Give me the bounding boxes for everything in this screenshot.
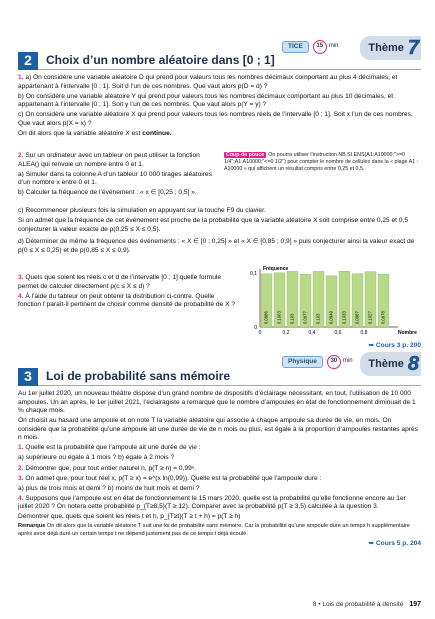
section-3-body: Au 1er juillet 2020, un nouveau théâtre dispose d’un grand nombre de dispositifs d’éclairage nécessitant, en tout, l’utilisation de 10 000 ampoules. Un an après, le 1er juillet 2021, l’éclairagiste a remarqué que le nombre d’ampoules en état de fonctionnement diminuait de 1 % chaque mois. On choisit au hasard une ampoule et on note T la variable aléatoire qui associe à chaque ampoule sa durée de vie, en mois. On considère que la probabilité qu’une ampoule ait une durée de vie de n mois ou plus, est égale à la proportion d’ampoules restantes après n mois. 1. Quelle est la probabilité que l’ampoule ait une durée de vie : a) supérieure ou égale à 1 mois ? b) égale à 2 mois ? 2. Démontrer que, pour tout entier naturel n, p(T ≥ n) = 0,99ⁿ. 3. On admet que, pour tout réel x, p(T ≥ x) = e^(x ln(0,99)). Quelle est la probabilité que l’ampoule dure : a) plus de trois mois et demi ? b) moins de huit mois et demi ? 4. Supposons que l’ampoule est en état de fonctionnement le 15 mars 2020, quelle est la probabilité qu’elle fonctionne encore au 1er juillet 2020 ? On notera cette probabilité p_{T≥8,5}(T ≥ 12). Comparer avec la probabilité p(T ≥ 3,5) calculée à la question 3. Démontrer que, quels que soient les réels t et h, p_{T≥t}(T ≥ t + h) = p(T ≥ h) Remarque On dit alors que la variable aléatoire T suit une loi de probabilité sans mémoire. Car la probabilité qu’une ampoule dure un temps h supplémentaire après avoir déjà duré un certain temps t ne dépend justement pas de ce temps t déjà écoulé. ➥ Cours 5 p. 204 — [18, 390, 421, 547]
x-tick-label: 0 — [258, 330, 262, 336]
duration-3: 30 min — [327, 355, 353, 369]
section-2-header — [18, 52, 421, 70]
bar-value-label: 0,0986 — [263, 311, 269, 324]
bar-value-label: 0,1027 — [367, 311, 373, 324]
arrow-icon: ➥ — [368, 342, 375, 349]
section-title: Choix d’un nombre aléatoire dans [0 ; 1] — [46, 52, 275, 67]
bar-value-label: 0,0978 — [380, 311, 386, 324]
x-axis-label: Nombre — [398, 330, 417, 336]
hint-box: Coup de pouce On pourra utiliser l’instruction NB.SI.ENS(A1:A10000;">=0 1/4";A1:A10000;"<=0 1/2") pour compter le nombre de cellules dans la « plage A1 : A10000 » qui affichent un résultat compris entre 0,25 et 0,5. — [224, 152, 419, 173]
tice-tag: TICE — [282, 41, 309, 53]
hint-label: Coup de pouce — [226, 152, 265, 158]
x-tick-label: 0,6 — [334, 330, 342, 336]
timer-icon: 30 — [327, 355, 341, 369]
bar-value-label: 0,1003 — [276, 311, 282, 324]
bar-value-label: 0,103 — [289, 313, 295, 324]
y-tick-label: 0,1 — [250, 271, 257, 277]
bar-value-label: 0,0987 — [354, 311, 360, 324]
bar-value-label: 0,0977 — [302, 311, 308, 324]
frequency-chart — [240, 265, 422, 342]
bar-value-label: 0,103 — [315, 313, 321, 324]
activity-tags-3 — [282, 355, 353, 369]
section-number: 2 — [18, 52, 38, 70]
arrow-icon: ➥ — [368, 539, 375, 547]
y-axis-label: Fréquence — [263, 266, 289, 272]
course-ref-5[interactable]: ➥ Cours 5 p. 204 — [368, 539, 421, 547]
page-number: 197 — [409, 600, 421, 608]
bar-value-label: 0,1033 — [341, 311, 347, 324]
section-3-header — [18, 368, 421, 386]
y-tick-label: 0 — [254, 325, 257, 331]
remark-label: Remarque — [18, 523, 46, 530]
theme-badge: Thème 7 — [360, 36, 421, 60]
duration: 15 min — [313, 40, 339, 54]
section-2-q2c: c) Recommencer plusieurs fois la simulation en appuyant sur la touche F9 du clavier. Si on admet que la fréquence de cet événement est proche de la probabilité que la variable aléatoire X soit comprise entre 0,25 et 0,5 conjecturer la valeur exacte de p(0,25 ≤ X ≤ 0,5). — [18, 207, 409, 233]
section-2-q2: 2. Sur un ordinateur avec un tableur on peut utiliser la fonction ALEA() qui renvoie un nombre entre 0 et 1. a) Simuler dans la colonne A d’un tableur 10 000 tirages aléatoires d’un nombre x entre 0 et 1. b) Calculer la fréquence de l’événement : « x ∈ [0,25 ; 0,5] ». — [18, 152, 212, 197]
section-number: 3 — [18, 368, 38, 386]
physique-tag: Physique — [282, 356, 323, 368]
course-ref-3[interactable]: ➥ Cours 3 p. 200 — [368, 342, 421, 349]
timer-icon: 15 — [313, 40, 327, 54]
theme-badge-8: Thème 8 — [360, 352, 421, 376]
bar-value-label: 0,0949 — [328, 311, 334, 324]
x-tick-label: 0,4 — [308, 330, 316, 336]
page-footer: 8 • Lois de probabilité à densité 197 — [312, 600, 421, 608]
x-tick-label: 0,2 — [282, 330, 290, 336]
section-2-q1: 1. a) On considère une variable aléatoire D qui prend pour valeurs tous les nombres décimaux comportant au plus 4 décimales, et appartenant à l’intervalle [0 ; 1]. Soit d l’un de ces nombres. Que vaut alors p(D = d) ? b) On considère une variable aléatoire Y qui prend pour valeurs tous les nombres décimaux comportant au plus 10 décimales, et appartenant à l’intervalle [0 ; 1]. Soit y l’un de ces nombres. Que vaut alors p(Y = y) ? c) On considère une variable aléatoire X qui prend pour valeurs tous les nombres réels de l’intervalle [0 ; 1]. Soit x l’un de ces nombres. Que vaut alors p(X = x) ? On dit alors que la variable aléatoire X est continue. — [18, 74, 413, 137]
section-2-q2d: d) Déterminer de même la fréquence des événements : « X ∈ [0 ; 0,25] » et « X ∈ [0,85 ; 0,9] » puis conjecturer ainsi la valeur exact de p(0 ≤ X ≤ 0,25) et de p(0,85 ≤ X ≤ 0,9). — [18, 238, 415, 254]
section-title: Loi de probabilité sans mémoire — [46, 368, 231, 383]
section-2-q3-q4: 3. Quels que soient les réels c et d de l’intervalle [0 ; 1] quelle formule permet de calculer directement p(c ≤ X ≤ d) ? 4. À l’aide du tableur on peut obtenir la distribution ci-contre. Quelle fonction f paraît-il pertinent de choisir comme densité de probabilité de X ? — [18, 274, 235, 309]
x-tick-label: 0,8 — [360, 330, 368, 336]
